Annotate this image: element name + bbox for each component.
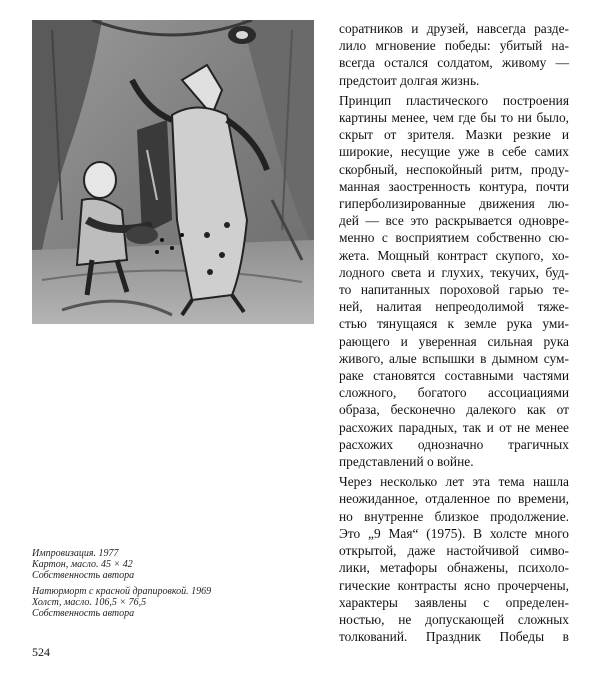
paragraph: [339, 92, 569, 470]
text-line: Через несколько лет эта тема нашла: [339, 474, 569, 490]
text-line: широкие, несущие уже в себе самих: [339, 144, 569, 160]
text-line: раке становятся составными частями: [339, 368, 569, 384]
text-line: неожиданное, отдаленное по времени,: [339, 491, 569, 507]
text-line: образа, бесконечно далекого как от: [339, 402, 569, 418]
text-line: рающего и уверенная сильная рука: [339, 333, 569, 349]
painting-image: [32, 20, 314, 324]
text-line: гиперболизированные движения лю-: [339, 196, 569, 212]
text-line: соратников и друзей, навсегда разде-: [339, 21, 569, 36]
text-line: сложного, богатого ассоциациями: [339, 385, 569, 401]
text-line: ностью, не допускающей сложных: [339, 611, 569, 627]
page-number: 524: [32, 645, 50, 659]
painting-illustration: [32, 20, 314, 324]
text-line: лики, метафоры обнажены, психоло-: [339, 560, 569, 576]
text-line: гические контрасты ясно прочерчены,: [339, 577, 569, 593]
caption-medium: Холст, масло. 106,5 × 76,5: [32, 597, 147, 608]
text-line: живого, алые вспышки в дымном сум-: [339, 350, 569, 366]
caption-ownership: Собственность автора: [32, 608, 135, 619]
paragraph: [339, 473, 569, 645]
text-line: стью тянущаяся к земле рука уми-: [339, 316, 569, 332]
body-text: [339, 20, 569, 645]
text-line: скрыт от зрителя. Мазки резкие и: [339, 127, 569, 143]
text-line: предстоит долгая жизнь.: [339, 72, 480, 88]
text-line: лило мгновение победы: убитый на-: [339, 38, 569, 54]
text-line: лодного света и глухих, текучих, буд-: [339, 264, 569, 280]
text-line: представлений о войне.: [339, 454, 474, 470]
text-line: Принцип пластического построения: [339, 92, 569, 108]
text-line: характеры заявлены с определен-: [339, 594, 569, 610]
text-line: расхожих парадных, так и от не менее: [339, 419, 569, 435]
text-line: расхожих однозначно трагичных: [339, 436, 569, 452]
caption-medium: Картон, масло. 45 × 42: [32, 559, 133, 570]
text-line: то напитанных пороховой гарью те-: [339, 282, 569, 298]
text-line: манная заостренность контура, почти: [339, 178, 569, 194]
text-line: Это „9 Мая“ (1975). В холсте много: [339, 525, 569, 541]
caption-ownership: Собственность автора: [32, 570, 135, 581]
text-line: толкований. Праздник Победы в: [339, 629, 569, 645]
text-line: картины менее, чем где бы то ни было,: [339, 110, 569, 126]
text-line: менно с восприятием собственно сю-: [339, 230, 569, 246]
caption-still-life: [32, 586, 312, 619]
caption-improvisation: [32, 548, 312, 581]
text-line: но внутренне близкое продолжение.: [339, 508, 569, 524]
text-line: ней, налитая непреодолимой тяже-: [339, 299, 569, 315]
text-line: дей — все это раскрывается одновре-: [339, 213, 569, 229]
text-line: всегда остался солдатом, живому —: [339, 55, 569, 71]
captions: [32, 548, 312, 624]
caption-title: Натюрморт с красной драпировкой. 1969: [32, 586, 212, 597]
text-line: скорбный, неспокойный ритм, проду-: [339, 161, 569, 177]
caption-title: Импровизация. 1977: [32, 548, 119, 559]
paragraph: [339, 20, 569, 89]
text-line: открытой, даже настойчивой симво-: [339, 543, 569, 559]
text-line: жета. Мощный контраст скупого, хо-: [339, 247, 569, 263]
